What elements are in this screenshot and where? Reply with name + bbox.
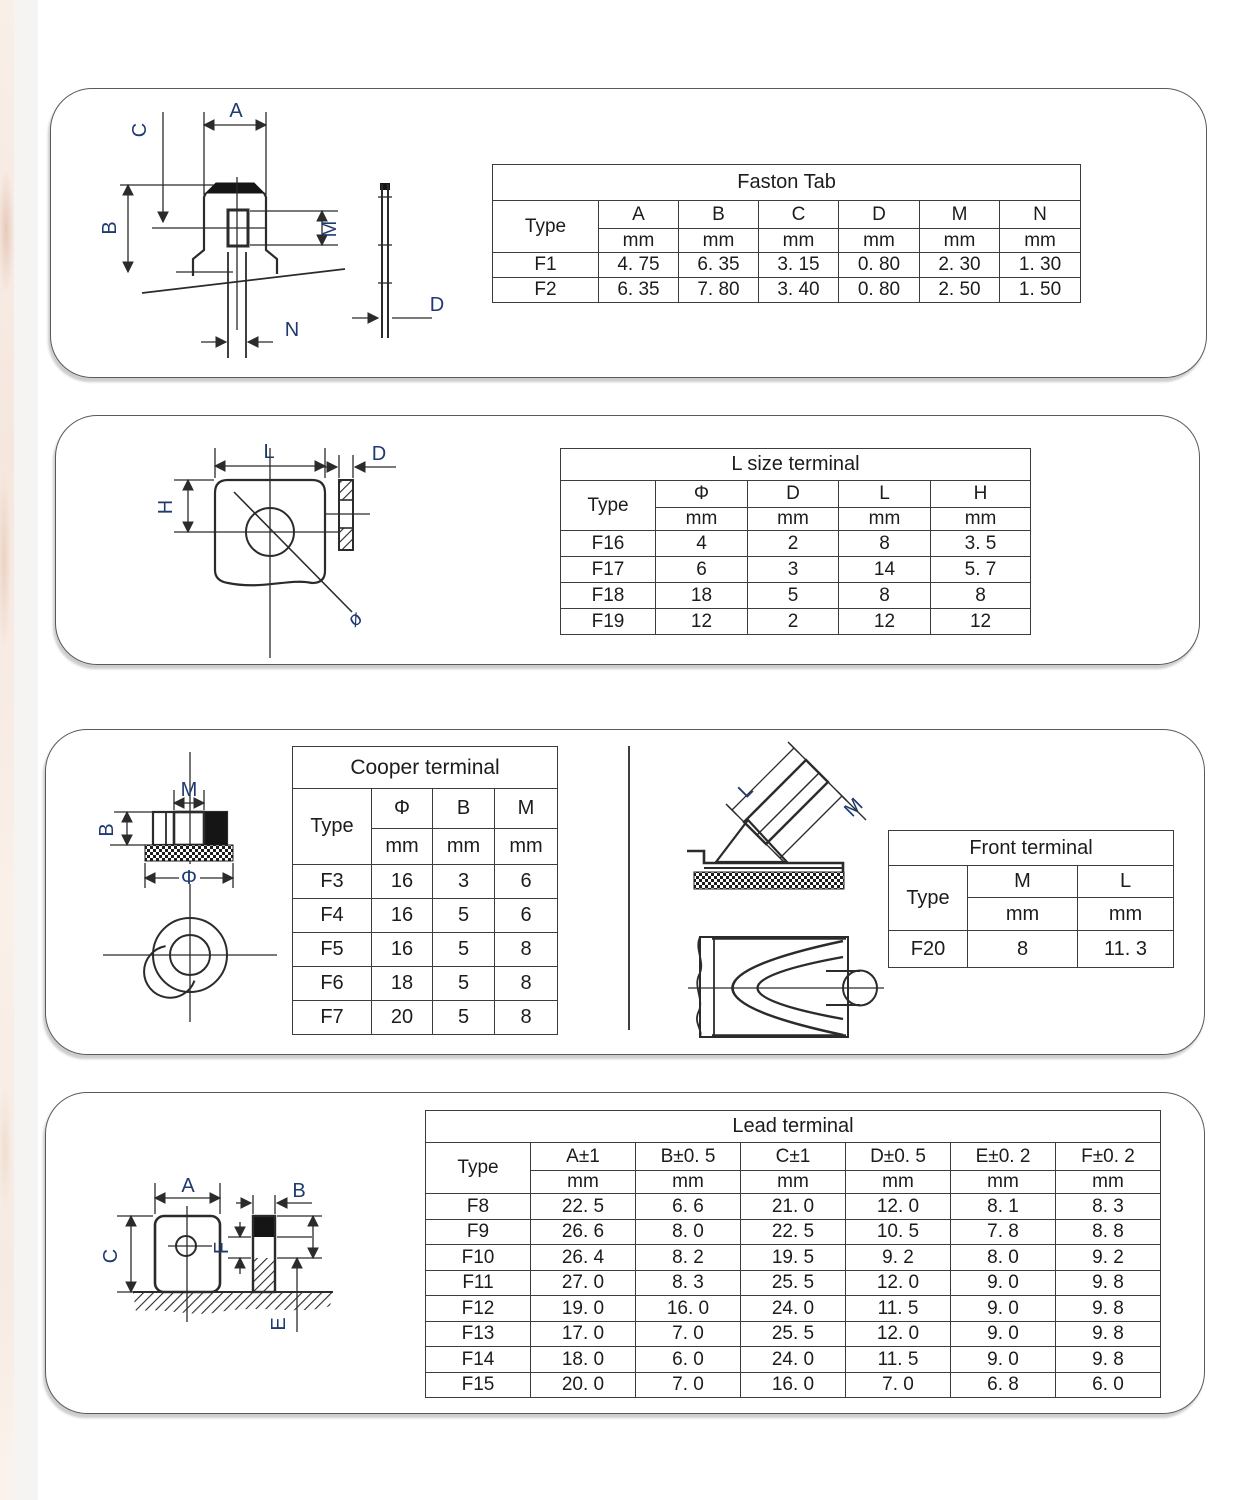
unit-header: mm (741, 1171, 846, 1194)
table-cell: 3. 15 (759, 253, 839, 278)
front-terminal-table (888, 830, 1174, 968)
table-cell: 6. 6 (636, 1194, 741, 1220)
dim-label-m: M (319, 220, 341, 238)
table-cell: 18. 0 (531, 1347, 636, 1373)
type-header: Type (889, 866, 968, 931)
column-header: F±0. 2 (1056, 1143, 1161, 1171)
table-title: Cooper terminal (293, 747, 558, 789)
table-title-row (889, 831, 1174, 866)
table-cell: 3 (748, 557, 839, 583)
row-type: F17 (561, 557, 656, 583)
table-title: Lead terminal (426, 1111, 1161, 1143)
table-cell: 6 (656, 557, 748, 583)
table-row (426, 1245, 1161, 1271)
table-cell: 8 (495, 1001, 558, 1035)
column-header-row (293, 789, 558, 829)
table-row (561, 609, 1031, 635)
dim-label-c: C (100, 1248, 122, 1264)
column-header: B (679, 201, 759, 229)
table-cell: 0. 80 (839, 278, 920, 303)
table-cell: 4. 75 (599, 253, 679, 278)
table-cell: 5 (433, 933, 495, 967)
table-cell: 26. 6 (531, 1219, 636, 1245)
dim-label-b: B (99, 221, 121, 235)
angled-tab (744, 760, 828, 844)
l-size-diagram (120, 425, 480, 665)
table-cell: 2. 30 (920, 253, 1000, 278)
row-type: F7 (293, 1001, 372, 1035)
table-cell: 6 (495, 865, 558, 899)
table-cell: 12. 0 (846, 1321, 951, 1347)
row-type: F11 (426, 1270, 531, 1296)
table-row (426, 1219, 1161, 1245)
unit-header: mm (531, 1171, 636, 1194)
table-cell: 27. 0 (531, 1270, 636, 1296)
table-cell: 7. 0 (636, 1372, 741, 1398)
unit-header: mm (372, 829, 433, 865)
table-row (426, 1372, 1161, 1398)
column-header: Φ (372, 789, 433, 829)
table-cell: 3. 5 (931, 531, 1031, 557)
unit-header: mm (846, 1171, 951, 1194)
dim-label-m: M (180, 779, 198, 801)
row-type: F6 (293, 967, 372, 1001)
base-gasket (694, 872, 844, 889)
table-cell: 12 (839, 609, 931, 635)
dim-label-d: D (371, 443, 387, 465)
table-row (493, 253, 1081, 278)
table-cell: 9. 8 (1056, 1270, 1161, 1296)
row-type: F19 (561, 609, 656, 635)
column-header-row (426, 1143, 1161, 1171)
cooper-terminal-table (292, 746, 558, 1035)
column-header: B (433, 789, 495, 829)
table-cell: 8. 3 (636, 1270, 741, 1296)
table-cell: 8. 2 (636, 1245, 741, 1271)
faston-tab-diagram (60, 90, 480, 380)
table-cell: 9. 0 (951, 1270, 1056, 1296)
table-cell: 16 (372, 899, 433, 933)
table-title: Faston Tab (493, 165, 1081, 201)
row-type: F12 (426, 1296, 531, 1322)
table-cell: 1. 30 (1000, 253, 1081, 278)
dim-label-c: C (129, 122, 151, 138)
table-row (561, 583, 1031, 609)
column-header: C±1 (741, 1143, 846, 1171)
row-type: F20 (889, 931, 968, 968)
row-type: F5 (293, 933, 372, 967)
unit-header: mm (968, 898, 1078, 931)
type-header: Type (293, 789, 372, 865)
terminal-body-solid (204, 812, 227, 845)
table-cell: 6. 0 (636, 1347, 741, 1373)
unit-header: mm (920, 229, 1000, 253)
table-cell: 10. 5 (846, 1219, 951, 1245)
table-row (426, 1347, 1161, 1373)
table-cell: 8 (839, 583, 931, 609)
lead-terminal-diagram (85, 1150, 400, 1410)
table-cell: 6. 35 (679, 253, 759, 278)
dim-label-h: H (155, 499, 177, 515)
table-cell: 25. 5 (741, 1270, 846, 1296)
table-cell: 5 (433, 967, 495, 1001)
ground-hatch (133, 1292, 333, 1314)
row-type: F4 (293, 899, 372, 933)
table-cell: 3. 40 (759, 278, 839, 303)
column-header: B±0. 5 (636, 1143, 741, 1171)
table-cell: 1. 50 (1000, 278, 1081, 303)
front-view-body (700, 937, 848, 1037)
dim-label-d: D (429, 294, 445, 316)
table-cell: 12 (931, 609, 1031, 635)
dim-label-b: B (96, 823, 118, 837)
table-cell: 22. 5 (741, 1219, 846, 1245)
dim-label-e: E (268, 1317, 290, 1331)
unit-header: mm (495, 829, 558, 865)
column-header: C (759, 201, 839, 229)
unit-header: mm (679, 229, 759, 253)
table-cell: 0. 80 (839, 253, 920, 278)
table-cell: 9. 8 (1056, 1347, 1161, 1373)
table-cell: 25. 5 (741, 1321, 846, 1347)
row-type: F10 (426, 1245, 531, 1271)
l-size-table (560, 448, 1031, 635)
table-cell: 16. 0 (636, 1296, 741, 1322)
unit-header: mm (1056, 1171, 1161, 1194)
table-cell: 9. 8 (1056, 1321, 1161, 1347)
table-cell: 8. 0 (636, 1219, 741, 1245)
table-row (561, 557, 1031, 583)
table-cell: 3 (433, 865, 495, 899)
column-header-row (561, 481, 1031, 508)
unit-header: mm (1000, 229, 1081, 253)
diameter-leader-line (234, 492, 352, 612)
unit-header-row (426, 1171, 1161, 1194)
unit-header: mm (759, 229, 839, 253)
terminal-hole (174, 812, 204, 845)
table-cell: 9. 0 (951, 1321, 1056, 1347)
table-cell: 7. 0 (636, 1321, 741, 1347)
dim-label-a: A (229, 100, 243, 122)
page-edge-texture (0, 0, 14, 1500)
table-cell: 19. 5 (741, 1245, 846, 1271)
row-type: F9 (426, 1219, 531, 1245)
unit-header: mm (433, 829, 495, 865)
faston-tab-table (492, 164, 1081, 303)
table-cell: 12. 0 (846, 1270, 951, 1296)
table-cell: 20 (372, 1001, 433, 1035)
panel-divider (628, 746, 630, 1030)
dim-label-l: L (263, 441, 275, 463)
table-cell: 17. 0 (531, 1321, 636, 1347)
table-cell: 18 (372, 967, 433, 1001)
table-cell: 12 (656, 609, 748, 635)
unit-header: mm (931, 508, 1031, 531)
column-header: D±0. 5 (846, 1143, 951, 1171)
unit-header: mm (1078, 898, 1174, 931)
table-cell: 9. 0 (951, 1296, 1056, 1322)
table-title-row (426, 1111, 1161, 1143)
tab-cap (206, 183, 264, 193)
table-cell: 8. 8 (1056, 1219, 1161, 1245)
table-cell: 19. 0 (531, 1296, 636, 1322)
unit-header: mm (839, 508, 931, 531)
dim-label-b: B (292, 1180, 306, 1202)
table-cell: 6. 0 (1056, 1372, 1161, 1398)
table-cell: 9. 2 (846, 1245, 951, 1271)
row-type: F15 (426, 1372, 531, 1398)
table-row (293, 1001, 558, 1035)
dim-label-m: M (840, 794, 868, 822)
table-cell: 4 (656, 531, 748, 557)
lead-terminal-table (425, 1110, 1161, 1398)
column-header: L (839, 481, 931, 508)
table-cell: 8. 1 (951, 1194, 1056, 1220)
table-cell: 2 (748, 609, 839, 635)
table-row (493, 278, 1081, 303)
table-cell: 8 (931, 583, 1031, 609)
dim-label-f: F (211, 1241, 233, 1255)
unit-header: mm (599, 229, 679, 253)
dim-label-n: N (284, 319, 300, 341)
table-row (293, 899, 558, 933)
table-cell: 8. 3 (1056, 1194, 1161, 1220)
table-cell: 21. 0 (741, 1194, 846, 1220)
cooper-terminal-diagram (70, 740, 290, 1050)
table-cell: 16. 0 (741, 1372, 846, 1398)
table-row (426, 1194, 1161, 1220)
table-cell: 20. 0 (531, 1372, 636, 1398)
table-cell: 12. 0 (846, 1194, 951, 1220)
table-cell: 8 (495, 933, 558, 967)
table-title-row (561, 449, 1031, 481)
column-header-row (493, 201, 1081, 229)
column-header-row (889, 866, 1174, 898)
column-header: D (748, 481, 839, 508)
table-title-row (293, 747, 558, 789)
front-terminal-diagram (650, 745, 890, 1050)
table-cell: 8 (495, 967, 558, 1001)
type-header: Type (426, 1143, 531, 1194)
table-cell: 5 (433, 899, 495, 933)
table-row (293, 865, 558, 899)
table-cell: 8 (839, 531, 931, 557)
page-edge-texture-2 (14, 0, 38, 1500)
table-cell: 11. 5 (846, 1347, 951, 1373)
column-header: N (1000, 201, 1081, 229)
table-cell: 18 (656, 583, 748, 609)
table-cell: 16 (372, 865, 433, 899)
type-header: Type (561, 481, 656, 531)
column-header: H (931, 481, 1031, 508)
row-type: F8 (426, 1194, 531, 1220)
unit-header: mm (839, 229, 920, 253)
table-row (426, 1270, 1161, 1296)
unit-header: mm (636, 1171, 741, 1194)
table-cell: 2 (748, 531, 839, 557)
column-header: L (1078, 866, 1174, 898)
table-cell: 5 (433, 1001, 495, 1035)
table-cell: 7. 0 (846, 1372, 951, 1398)
dim-label-phi: ø (343, 606, 367, 632)
table-cell: 11. 3 (1078, 931, 1174, 968)
unit-header: mm (951, 1171, 1056, 1194)
table-cell: 7. 80 (679, 278, 759, 303)
table-cell: 6 (495, 899, 558, 933)
column-header: M (495, 789, 558, 829)
column-header: M (920, 201, 1000, 229)
dim-label-a: A (181, 1175, 195, 1197)
table-cell: 16 (372, 933, 433, 967)
mount-surface-line (142, 269, 345, 293)
row-type: F3 (293, 865, 372, 899)
dim-label-l: L (734, 779, 758, 803)
table-title: L size terminal (561, 449, 1031, 481)
table-cell: 2. 50 (920, 278, 1000, 303)
type-header: Type (493, 201, 599, 253)
table-row (293, 933, 558, 967)
table-cell: 24. 0 (741, 1296, 846, 1322)
table-cell: 9. 8 (1056, 1296, 1161, 1322)
table-row (561, 531, 1031, 557)
column-header: D (839, 201, 920, 229)
support-triangle (716, 820, 787, 862)
row-type: F13 (426, 1321, 531, 1347)
column-header: E±0. 2 (951, 1143, 1056, 1171)
table-cell: 26. 4 (531, 1245, 636, 1271)
table-cell: 8. 0 (951, 1245, 1056, 1271)
table-cell: 22. 5 (531, 1194, 636, 1220)
row-type: F18 (561, 583, 656, 609)
table-cell: 11. 5 (846, 1296, 951, 1322)
table-title: Front terminal (889, 831, 1174, 866)
base-gasket (145, 845, 233, 861)
table-cell: 9. 2 (1056, 1245, 1161, 1271)
table-row (889, 931, 1174, 968)
table-cell: 24. 0 (741, 1347, 846, 1373)
dim-label-phi: Φ (181, 867, 197, 889)
column-header: Φ (656, 481, 748, 508)
table-cell: 5. 7 (931, 557, 1031, 583)
table-row (426, 1321, 1161, 1347)
table-title-row (493, 165, 1081, 201)
table-cell: 8 (968, 931, 1078, 968)
column-header: M (968, 866, 1078, 898)
row-type: F1 (493, 253, 599, 278)
row-type: F14 (426, 1347, 531, 1373)
unit-header: mm (748, 508, 839, 531)
table-cell: 6. 8 (951, 1372, 1056, 1398)
table-cell: 14 (839, 557, 931, 583)
table-cell: 5 (748, 583, 839, 609)
unit-header: mm (656, 508, 748, 531)
table-cell: 7. 8 (951, 1219, 1056, 1245)
table-cell: 6. 35 (599, 278, 679, 303)
column-header: A (599, 201, 679, 229)
row-type: F2 (493, 278, 599, 303)
table-cell: 9. 0 (951, 1347, 1056, 1373)
row-type: F16 (561, 531, 656, 557)
column-header: A±1 (531, 1143, 636, 1171)
table-row (426, 1296, 1161, 1322)
table-row (293, 967, 558, 1001)
